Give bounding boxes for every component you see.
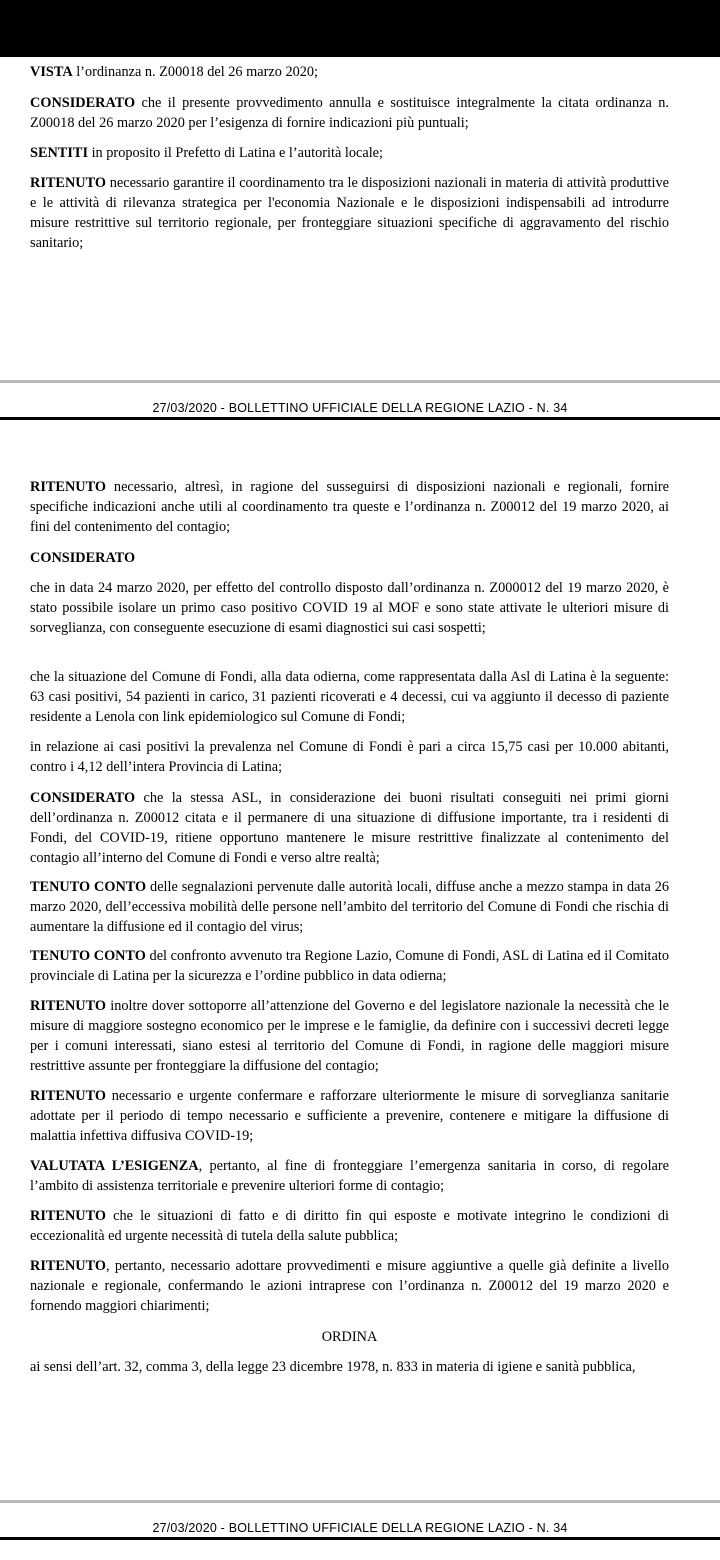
- status-bar: [0, 0, 720, 57]
- paragraph-ritenuto-sorveglianza: RITENUTO necessario e urgente confermare e rafforzare ulteriormente le misure di sorveglianza sanitarie adottate per il periodo di tempo necessario e sufficiente a prevenire, contenere e mitigare la diffusione di malattia infettiva diffusiva COVID-19;: [30, 1088, 669, 1144]
- paragraph-caso-positivo: che in data 24 marzo 2020, per effetto del controllo disposto dall’ordinanza n. Z000012 del 19 marzo 2020, è stato possibile isolare un primo caso positivo COVID 19 al MOF e sono state attivate le ulteriori misure di sorveglianza, con conseguente esecuzione di esami diagnostici sui casi sospetti;: [30, 580, 669, 636]
- page-separator: [0, 1500, 720, 1503]
- page-footer: 27/03/2020 - BOLLETTINO UFFICIALE DELLA REGIONE LAZIO - N. 34: [152, 1521, 568, 1535]
- paragraph-ritenuto-1: RITENUTO necessario, altresì, in ragione del susseguirsi di disposizioni nazionali e regionali, fornire specifiche indicazioni anche utili al coordinamento tra queste e l’ordinanza n. Z00012 del 19 marzo 2020, ai fini del contenimento del contagio;: [30, 479, 669, 535]
- paragraph-prevalenza: in relazione ai casi positivi la prevalenza nel Comune di Fondi è pari a circa 15,75 casi per 10.000 abitanti, contro i 4,12 dell’intera Provincia di Latina;: [30, 739, 669, 775]
- paragraph-ai-sensi: ai sensi dell’art. 32, comma 3, della legge 23 dicembre 1978, n. 833 in materia di igiene e sanità pubblica,: [30, 1359, 636, 1375]
- page1-paragraph-sentiti: SENTITI in proposito il Prefetto di Latina e l’autorità locale;: [30, 145, 384, 161]
- heading-considerato: CONSIDERATO: [30, 550, 136, 566]
- paragraph-ritenuto-governo: RITENUTO inoltre dover sottoporre all’attenzione del Governo e del legislatore nazionale la necessità che le misure di maggiore sostegno economico per le imprese e le famiglie, da definire con i successivi decreti legge per i comuni interessati, siano estesi al territorio del Comune di Fondi, in ragione delle maggiori misure restrittive assunte per fronteggiare la diffusione del contagio;: [30, 998, 669, 1074]
- paragraph-ritenuto-provvedimenti: RITENUTO, pertanto, necessario adottare provvedimenti e misure aggiuntive a quelle già definite a livello nazionale e regionale, confermando le azioni intraprese con l’ordinanza n. Z00012 del 19 marzo 2020 e fornendo maggiori chiarimenti;: [30, 1258, 669, 1314]
- page-separator: [0, 1537, 720, 1540]
- page-separator: [0, 417, 720, 420]
- page1-paragraph-vista: VISTA l’ordinanza n. Z00018 del 26 marzo 2020;: [30, 64, 319, 80]
- page1-paragraph-ritenuto: RITENUTO necessario garantire il coordinamento tra le disposizioni nazionali in materia di attività produttive e le attività di rilevanza strategica per l'economia Nazionale e le disposizioni indispensabili ad introdurre misure restrittive sul territorio regionale, per fronteggiare situazioni specifiche di aggravamento del rischio sanitario;: [30, 175, 669, 251]
- page-footer: 27/03/2020 - BOLLETTINO UFFICIALE DELLA REGIONE LAZIO - N. 34: [152, 401, 568, 415]
- page1-paragraph-considerato: CONSIDERATO che il presente provvedimento annulla e sostituisce integralmente la citata ordinanza n. Z00018 del 26 marzo 2020 per l’esigenza di fornire indicazioni più puntuali;: [30, 95, 669, 131]
- heading-ordina: ORDINA: [321, 1329, 378, 1345]
- paragraph-valutata-esigenza: VALUTATA L’ESIGENZA, pertanto, al fine di fronteggiare l’emergenza sanitaria in corso, di regolare l’ambito di assistenza territoriale e prevenire ulteriori forme di contagio;: [30, 1158, 669, 1194]
- paragraph-situazione-fondi: che la situazione del Comune di Fondi, alla data odierna, come rappresentata dalla Asl di Latina è la seguente: 63 casi positivi, 54 pazienti in carico, 31 pazienti ricoverati e 4 decessi, cui va aggiunto il decesso di paziente residente a Lenola con link epidemiologico sul Comune di Fondi;: [30, 669, 669, 725]
- paragraph-tenuto-conto-2: TENUTO CONTO del confronto avvenuto tra Regione Lazio, Comune di Fondi, ASL di Latina ed il Comitato provinciale di Latina per la sicurezza e l’ordine pubblico in data odierna;: [30, 948, 669, 984]
- paragraph-ritenuto-situazioni: RITENUTO che le situazioni di fatto e di diritto fin qui esposte e motivate integrino le condizioni di eccezionalità ed urgente necessità di tutela della salute pubblica;: [30, 1208, 669, 1244]
- paragraph-considerato-asl: CONSIDERATO che la stessa ASL, in considerazione dei buoni risultati conseguiti nei primi giorni dell’ordinanza n. Z00012 citata e il permanere di una situazione di diffusione importante, tra i residenti di Fondi, del COVID-19, ritiene opportuno mantenere le misure restrittive finalizzate al contenimento del contagio all’interno del Comune di Fondi e verso altre realtà;: [30, 790, 669, 866]
- page-separator: [0, 380, 720, 383]
- paragraph-tenuto-conto-1: TENUTO CONTO delle segnalazioni pervenute dalle autorità locali, diffuse anche a mezzo stampa in data 26 marzo 2020, dell’eccessiva mobilità delle persone nell’ambito del territorio del Comune di Fondi che rischia di aumentare la diffusione ed il contagio del virus;: [30, 879, 669, 935]
